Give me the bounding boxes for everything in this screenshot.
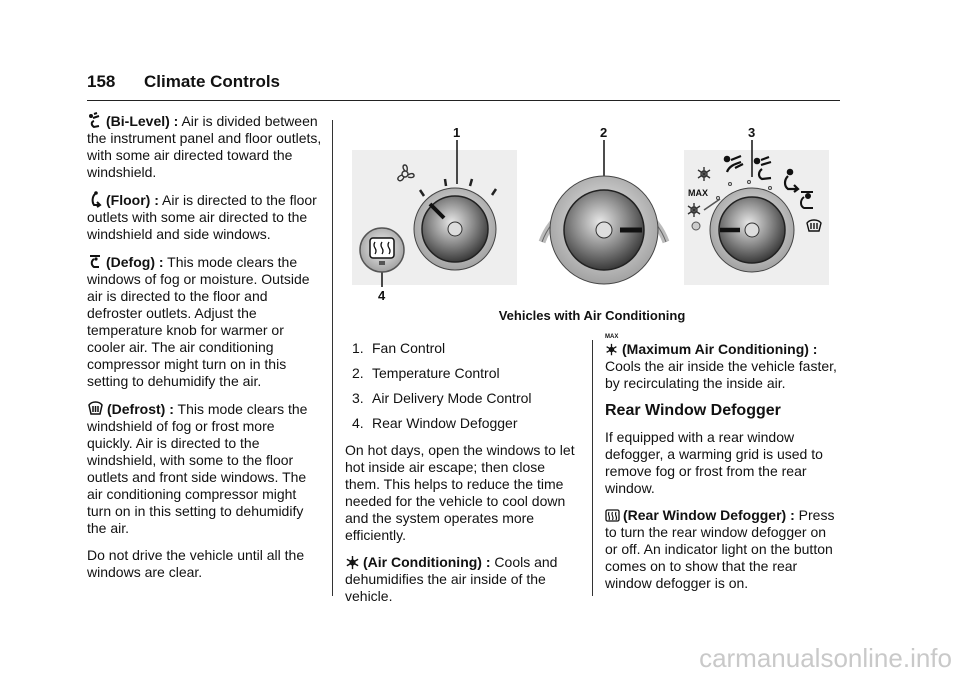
floor-mode-icon — [87, 191, 103, 208]
max-ac-term: (Maximum Air Conditioning) : — [622, 341, 818, 357]
max-ac-paragraph — [605, 334, 841, 392]
floor-text: Air is directed to the floor outlets with some air directed to the windshield and side windows. — [87, 192, 317, 242]
hot-days-paragraph: On hot days, open the windows to let hot inside air escape; then close them. This helps to reduce the time needed for the vehicle to cool down and the system operates more efficiently. — [345, 442, 575, 543]
bilevel-mode-icon — [87, 112, 103, 129]
page-header — [87, 70, 840, 101]
page-number: 158 — [87, 72, 116, 91]
column-divider-right — [592, 340, 593, 596]
right-column — [605, 334, 841, 602]
bilevel-text: Air is divided between the instrument panel and floor outlets, with some air directed toward the windshield. — [87, 113, 322, 180]
temperature-control-knob[interactable] — [550, 176, 658, 284]
rear-window-defogger-button[interactable] — [360, 228, 404, 272]
rear-defog-term: (Rear Window Defogger) : — [623, 507, 795, 523]
bilevel-term: (Bi-Level) : — [106, 113, 179, 129]
rear-defogger-intro: If equipped with a rear window defogger, a warming grid is used to remove fog or frost from the rear window. — [605, 429, 823, 496]
defog-text: This mode clears the windows of fog or moisture. Outside air is directed to the floor and defroster outlets. Adjust the temperature knob for warmer or cooler air. The air conditioning compressor might turn on in this setting to dehumidify the air. — [87, 254, 310, 389]
defog-paragraph — [87, 253, 322, 390]
figure-caption: Vehicles with Air Conditioning — [498, 308, 686, 323]
air-delivery-mode-knob[interactable] — [710, 188, 794, 272]
middle-column — [345, 340, 577, 615]
fan-control-knob[interactable] — [414, 188, 496, 270]
rear-defogger-icon — [605, 509, 620, 523]
ac-text: Cools and dehumidifies the air inside of the vehicle. — [345, 554, 558, 604]
defrost-paragraph — [87, 400, 322, 537]
defog-term: (Defog) : — [106, 254, 164, 270]
clear-windows-warning: Do not drive the vehicle until all the windows are clear. — [87, 547, 305, 580]
fan-speed-tick-2 — [445, 179, 446, 186]
list-item: 4. Rear Window Defogger — [352, 415, 518, 431]
defrost-text: This mode clears the windshield of fog or frost more quickly. Air is directed to the windshield, with some to the floor outlets and front side windows. The air conditioning compressor might turn on in this setting to dehumidify the air. — [87, 401, 308, 536]
floor-paragraph — [87, 191, 322, 243]
callout-2: 2 — [600, 125, 608, 140]
list-item: 3. Air Delivery Mode Control — [352, 390, 532, 406]
floor-term: (Floor) : — [106, 192, 159, 208]
recirculation-indicator-light — [692, 222, 700, 230]
max-ac-label: MAX — [688, 188, 708, 198]
ac-paragraph — [345, 554, 577, 605]
left-column — [87, 112, 322, 591]
column-divider-left — [332, 120, 333, 596]
max-ac-icon-label: MAX — [605, 334, 619, 340]
climate-control-panel-figure — [352, 122, 832, 312]
max-ac-text: Cools the air inside the vehicle faster, by recirculating the inside air. — [605, 358, 837, 391]
bilevel-paragraph — [87, 112, 322, 181]
max-ac-icon — [605, 334, 619, 357]
defrost-mode-icon — [87, 400, 104, 417]
defog-mode-icon — [87, 253, 103, 270]
callout-4: 4 — [378, 288, 386, 303]
callout-3: 3 — [748, 125, 756, 140]
snowflake-icon — [345, 555, 360, 570]
list-item: 2. Temperature Control — [352, 365, 500, 381]
defrost-term: (Defrost) : — [107, 401, 174, 417]
rear-defog-text: Press to turn the rear window defogger on or off. An indicator light on the button comes on to show that the rear window defogger is on. — [605, 507, 835, 591]
rear-defogger-paragraph — [605, 507, 841, 592]
control-legend-list — [345, 340, 577, 432]
list-item: 1. Fan Control — [352, 340, 446, 356]
ac-term: (Air Conditioning) : — [363, 554, 491, 570]
rear-defogger-heading: Rear Window Defogger — [605, 402, 781, 419]
callout-1: 1 — [453, 125, 461, 140]
climate-panel-illustration — [352, 122, 832, 312]
section-title: Climate Controls — [144, 72, 281, 91]
watermark: carmanualsonline.info — [699, 643, 952, 673]
